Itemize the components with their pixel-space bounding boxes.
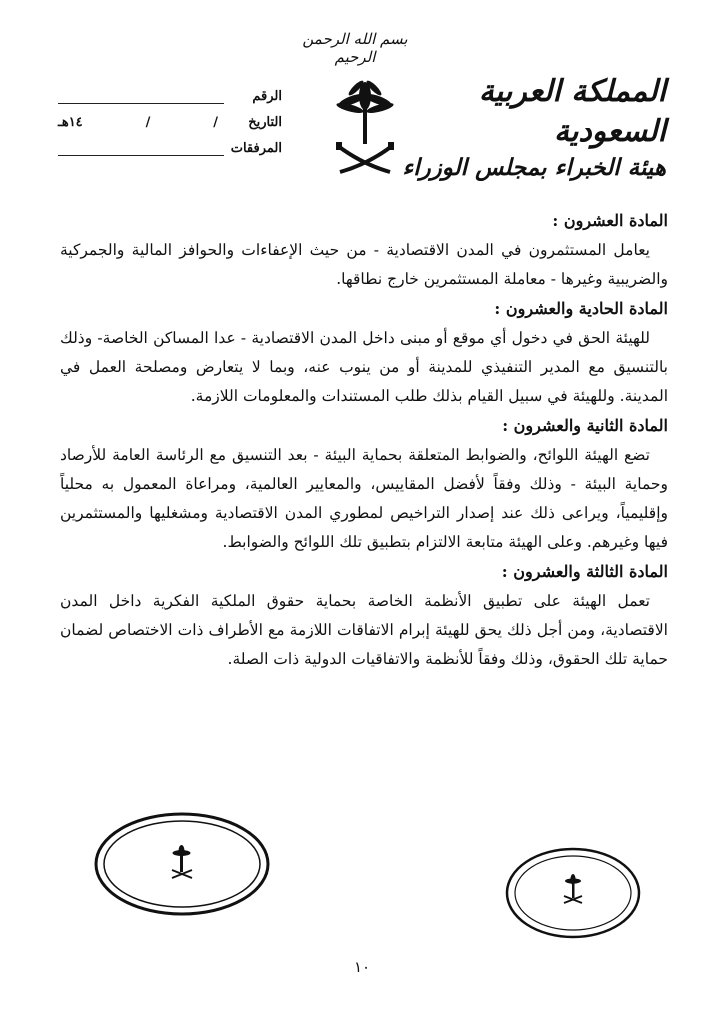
article-heading: المادة الحادية والعشرون :	[494, 299, 668, 318]
article	[60, 411, 668, 557]
reference-block	[52, 78, 282, 156]
attachments-label: المرفقات	[230, 141, 282, 156]
article-paragraph: يعامل المستثمرون في المدن الاقتصادية - من حيث الإعفاءات والحوافز المالية والجمركية والضريبية وغيرها - معاملة المستثمرين خارج نطاقها.	[60, 241, 668, 288]
experts-commission-name: هيئة الخبراء بمجلس الوزراء	[402, 154, 666, 181]
article-paragraph: تعمل الهيئة على تطبيق الأنظمة الخاصة بحماية حقوق الملكية الفكرية داخل المدن الاقتصادية، ومن أجل ذلك يحق للهيئة إبرام الاتفاقات اللازمة مع الأطراف ذات الاختصاص لضمان حماية تلك الحقوق، وذلك وفقاً للأنظمة والاتفاقيات الدولية ذات الصلة.	[60, 592, 668, 668]
article	[60, 557, 668, 674]
page-number: ١٠	[353, 958, 371, 976]
experts-commission-seal	[503, 845, 643, 941]
article	[60, 294, 668, 411]
article-paragraph: للهيئة الحق في دخول أي موقع أو مبنى داخل المدن الاقتصادية - عدا المساكن الخاصة- وذلك بالتنسيق مع المدير التنفيذي للمدينة أو من ينوب عنه، وبما لا يتعارض ومصلحة العمل في المدينة. وللهيئة في سبيل القيام بذلك طلب المستندات والمعلومات اللازمة.	[60, 329, 668, 405]
article-heading: المادة الثانية والعشرون :	[502, 416, 668, 435]
document-body	[60, 206, 668, 674]
attachments-row	[52, 130, 282, 156]
royal-court-seal	[92, 810, 272, 918]
ref-number-label: الرقم	[252, 89, 282, 104]
article-heading: المادة الثالثة والعشرون :	[501, 562, 668, 581]
kingdom-name: المملكة العربية السعودية	[478, 74, 666, 149]
date-label: التاريخ	[248, 115, 282, 130]
palm-and-swords-emblem-icon	[332, 74, 398, 178]
attachments-line	[58, 141, 224, 156]
date-sep: /	[213, 115, 218, 130]
date-slots	[52, 115, 224, 130]
date-sep: /	[145, 115, 151, 130]
ref-number-row	[52, 78, 282, 104]
basmala: بسم الله الرحمن الرحيم	[302, 30, 408, 66]
date-suffix: ١٤هـ	[58, 115, 83, 130]
ref-number-line	[58, 89, 224, 104]
article	[60, 206, 668, 294]
date-row	[52, 104, 282, 130]
organization-name	[396, 72, 666, 184]
article-heading: المادة العشرون :	[552, 211, 668, 230]
article-paragraph: تضع الهيئة اللوائح، والضوابط المتعلقة بحماية البيئة - بعد التنسيق مع الرئاسة العامة للأرصاد وحماية البيئة - وذلك وفقاً لأفضل المقاييس، والمعايير العالمية، ومراعاة المعمول به محلياً وإقليمياً، ويراعى ذلك عند إصدار التراخيص لمطوري المدن الاقتصادية ومشغليها والمستثمرين فيها وغيرهم. وعلى الهيئة متابعة الالتزام بتطبيق تلك اللوائح والضوابط.	[60, 446, 668, 551]
